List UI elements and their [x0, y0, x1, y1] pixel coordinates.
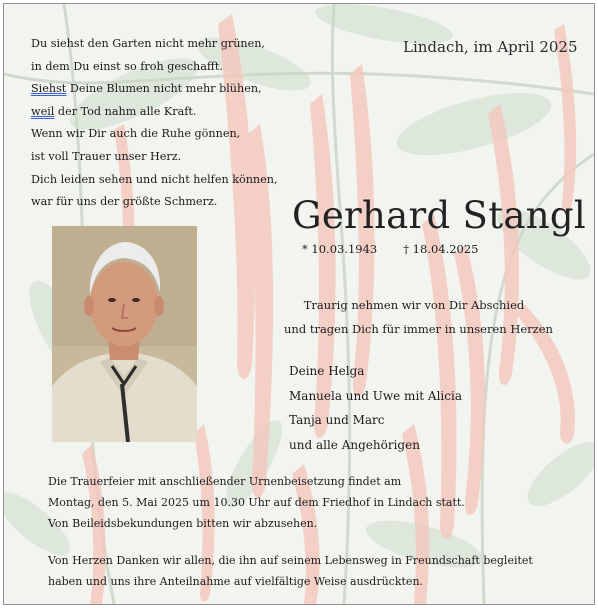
mourner-line: Tanja und Marc	[289, 413, 385, 427]
poem-word-weil: weil	[31, 104, 55, 118]
poem-line	[31, 78, 278, 101]
poem-line-rest: Deine Blumen nicht mehr blühen,	[69, 82, 262, 96]
life-dates	[302, 242, 479, 256]
thanks-text	[48, 550, 533, 592]
mourner-line: Manuela und Uwe mit Alicia	[289, 388, 462, 403]
portrait-image	[52, 226, 197, 442]
poem-line: Du siehst den Garten nicht mehr grünen,	[31, 37, 265, 50]
death-date: † 18.04.2025	[403, 242, 479, 256]
farewell-text	[284, 294, 553, 341]
place-date: Lindach, im April 2025	[403, 38, 578, 56]
farewell-line: Traurig nehmen wir von Dir Abschied	[303, 298, 525, 312]
obituary-card	[3, 3, 595, 605]
funeral-line: Montag, den 5. Mai 2025 um 10.30 Uhr auf dem Friedhof in Lindach statt.	[48, 496, 465, 509]
mourner-line: und alle Angehörigen	[289, 437, 420, 452]
thanks-line: Von Herzen Danken wir allen, die ihn auf seinem Lebensweg in Freundschaft begleitet	[48, 554, 533, 567]
poem-word-siehst: Siehst	[31, 82, 67, 96]
poem	[31, 33, 278, 214]
birth-date: * 10.03.1943	[302, 242, 378, 256]
poem-line: in dem Du einst so froh geschafft.	[31, 59, 223, 73]
poem-line: war für uns der größte Schmerz.	[31, 195, 218, 209]
deceased-name: Gerhard Stangl	[292, 194, 586, 237]
poem-line-rest: der Tod nahm alle Kraft.	[57, 104, 197, 118]
funeral-notice	[48, 471, 465, 534]
poem-line	[31, 101, 278, 124]
funeral-line: Die Trauerfeier mit anschließender Urnenbeisetzung findet am	[48, 475, 402, 488]
farewell-line: und tragen Dich für immer in unseren Herzen	[284, 321, 553, 336]
portrait-photo	[52, 226, 197, 442]
thanks-line: haben und uns ihre Anteilnahme auf vielfältige Weise ausdrückten.	[48, 575, 424, 588]
funeral-line: Von Beileidsbekundungen bitten wir abzusehen.	[48, 517, 318, 530]
poem-line: Dich leiden sehen und nicht helfen können,	[31, 172, 278, 186]
mourner-line: Deine Helga	[289, 364, 365, 378]
poem-line: Wenn wir Dir auch die Ruhe gönnen,	[31, 127, 241, 141]
mourners-list	[289, 359, 462, 457]
poem-line: ist voll Trauer unser Herz.	[31, 149, 182, 163]
